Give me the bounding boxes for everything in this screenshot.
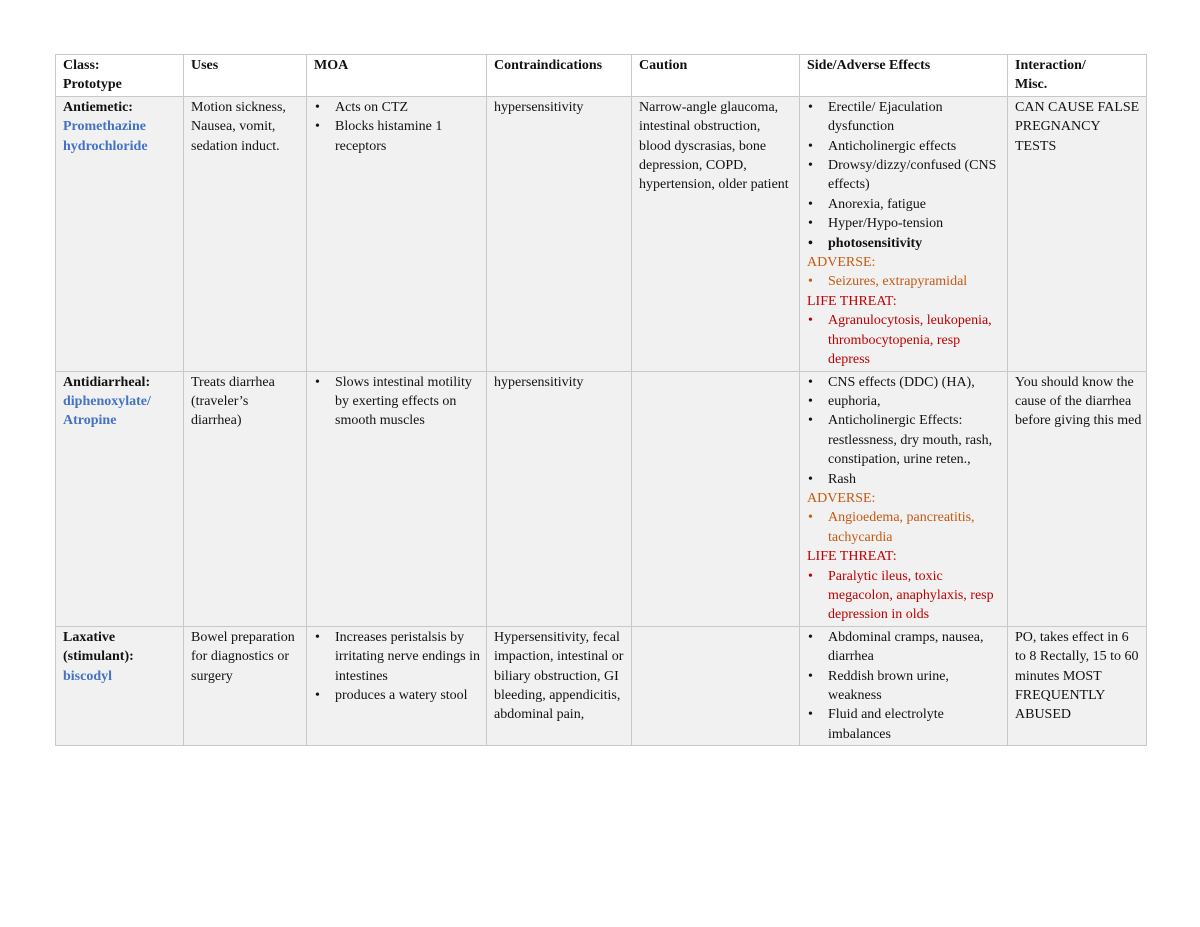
adverse-label: ADVERSE: [807, 255, 876, 271]
side-effect-item: • Anticholinergic effects [807, 137, 1003, 156]
side-effect-item: • Anorexia, fatigue [807, 195, 1003, 214]
caution-cell [632, 371, 800, 626]
side-effect-item: • Abdominal cramps, nausea, diarrhea [807, 628, 1003, 667]
drug-class: Antiemetic: [63, 99, 133, 115]
uses-cell: Treats diarrhea (traveler’s diarrhea) [184, 371, 307, 626]
header-uses: Uses [184, 55, 307, 97]
side-effect-item: • Drowsy/dizzy/confused (CNS effects) [807, 156, 1003, 195]
life-threat-item: • Agranulocytosis, leukopenia, thrombocytopenia, resp depress [807, 311, 1003, 369]
side-effect-item: • CNS effects (DDC) (HA), [807, 373, 1003, 392]
caution-cell [632, 626, 800, 745]
moa-item: • produces a watery stool [314, 686, 482, 705]
contraindications-cell: hypersensitivity [487, 96, 632, 371]
side-effect-item-bold: • photosensitivity [807, 234, 1003, 253]
side-effect-item: • Anticholinergic Effects: restlessness, dry mouth, rash, constipation, urine reten., [807, 411, 1003, 469]
prototype-name: biscodyl [63, 668, 113, 684]
uses-cell: Motion sickness, Nausea, vomit, sedation induct. [184, 96, 307, 371]
side-effect-item: • Reddish brown urine, weakness [807, 667, 1003, 706]
moa-cell [307, 371, 487, 626]
moa-item: • Slows intestinal motility by exerting effects on smooth muscles [314, 373, 482, 431]
drug-class: Laxative (stimulant): [63, 629, 134, 665]
class-cell [56, 371, 184, 626]
side-effects-cell [800, 626, 1008, 745]
side-effects-cell [800, 371, 1008, 626]
class-cell [56, 626, 184, 745]
life-threat-label: LIFE THREAT: [807, 293, 897, 309]
side-effect-item: • Fluid and electrolyte imbalances [807, 705, 1003, 744]
drug-class: Antidiarrheal: [63, 374, 151, 390]
contraindications-cell: hypersensitivity [487, 371, 632, 626]
moa-cell [307, 626, 487, 745]
side-effect-item: • euphoria, [807, 392, 1003, 411]
header-caution: Caution [632, 55, 800, 97]
adverse-label: ADVERSE: [807, 490, 876, 506]
side-effect-item: • Rash [807, 470, 1003, 489]
header-moa: MOA [307, 55, 487, 97]
contraindications-cell [487, 626, 632, 745]
header-class: Class: Prototype [56, 55, 184, 97]
prototype-name: diphenoxylate/ Atropine [63, 393, 151, 429]
life-threat-label: LIFE THREAT: [807, 549, 897, 565]
header-contraindications: Contraindications [487, 55, 632, 97]
misc-cell: PO, takes effect in 6 to 8 Rectally, 15 to 60 minutes MOST FREQUENTLY ABUSED [1008, 626, 1147, 745]
moa-item: • Blocks histamine 1 receptors [314, 117, 482, 156]
adverse-item: • Seizures, extrapyramidal [807, 272, 1003, 291]
table-row-laxative [56, 626, 1147, 745]
caution-cell: Narrow-angle glaucoma, intestinal obstruction, blood dyscrasias, bone depression, COPD, hypertension, older patient [632, 96, 800, 371]
header-side-effects: Side/Adverse Effects [800, 55, 1008, 97]
side-effects-cell [800, 96, 1008, 371]
table-header-row [56, 55, 1147, 97]
moa-item: • Acts on CTZ [314, 98, 482, 117]
moa-item: • Increases peristalsis by irritating nerve endings in intestines [314, 628, 482, 686]
side-effect-item: • Erectile/ Ejaculation dysfunction [807, 98, 1003, 137]
class-cell [56, 96, 184, 371]
uses-cell: Bowel preparation for diagnostics or surgery [184, 626, 307, 745]
misc-cell: CAN CAUSE FALSE PREGNANCY TESTS [1008, 96, 1147, 371]
contraindications-text: Hypersensitivity, fecal impaction, intestinal or biliary obstruction, GI bleeding, appendicitis, abdominal pain, [494, 629, 624, 723]
prototype-name: Promethazine hydrochloride [63, 119, 148, 154]
life-threat-item: • Paralytic ileus, toxic megacolon, anaphylaxis, resp depression in olds [807, 567, 1003, 625]
drug-table [55, 54, 1147, 746]
header-misc: Interaction/ Misc. [1008, 55, 1147, 97]
table-row-antiemetic [56, 96, 1147, 371]
moa-cell [307, 96, 487, 371]
adverse-item: • Angioedema, pancreatitis, tachycardia [807, 508, 1003, 547]
table-row-antidiarrheal [56, 371, 1147, 626]
side-effect-item: • Hyper/Hypo-tension [807, 214, 1003, 233]
misc-cell: You should know the cause of the diarrhea before giving this med [1008, 371, 1147, 626]
